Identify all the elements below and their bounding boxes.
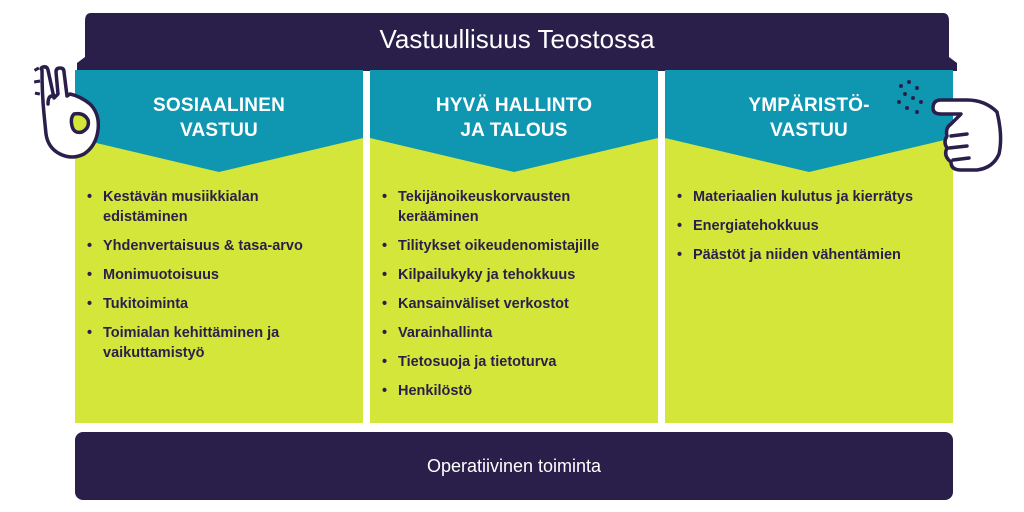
- pillar-title: YMPÄRISTÖ- VASTUU: [748, 95, 870, 141]
- pillar-list: [665, 187, 953, 274]
- ok-hand-icon: [34, 64, 106, 162]
- list-item: • Monimuotoisuus: [87, 267, 219, 283]
- list-item: • Materiaalien kulutus ja kierrätys: [677, 189, 914, 205]
- pillar-list: [370, 187, 658, 410]
- list-item: • Tietosuoja ja tietoturva: [382, 354, 557, 370]
- pillar-list: [75, 187, 363, 372]
- list-item: • Tilitykset oikeudenomistajille: [382, 238, 600, 254]
- list-item: • Kansainväliset verkostot: [382, 296, 569, 312]
- pillar-title: HYVÄ HALLINTO JA TALOUS: [435, 95, 593, 141]
- list-item: • Kestävän musiikkialan edistäminen: [87, 189, 259, 225]
- pillar-social: [75, 70, 363, 423]
- bottom-bar: [75, 432, 953, 500]
- bottom-title: Operatiivinen toiminta: [426, 456, 602, 476]
- list-item: • Tukitoiminta: [87, 296, 189, 312]
- pillar-title: SOSIAALINEN VASTUU: [152, 95, 286, 141]
- top-banner: [77, 13, 957, 71]
- list-item: • Kilpailukyky ja tehokkuus: [382, 267, 576, 283]
- list-item: • Yhdenvertaisuus & tasa-arvo: [87, 238, 303, 254]
- pillar-governance: [370, 70, 658, 423]
- pointing-hand-icon: [893, 78, 1003, 182]
- list-item: • Varainhallinta: [382, 325, 493, 341]
- banner-title: Vastuullisuus Teostossa: [379, 24, 655, 54]
- list-item: • Päästöt ja niiden vähentämien: [677, 247, 901, 263]
- list-item: • Tekijänoikeuskorvausten kerääminen: [382, 189, 571, 225]
- list-item: • Toimialan kehittäminen ja vaikuttamistyö: [87, 325, 280, 361]
- list-item: • Energiatehokkuus: [677, 218, 819, 234]
- list-item: • Henkilöstö: [382, 383, 473, 399]
